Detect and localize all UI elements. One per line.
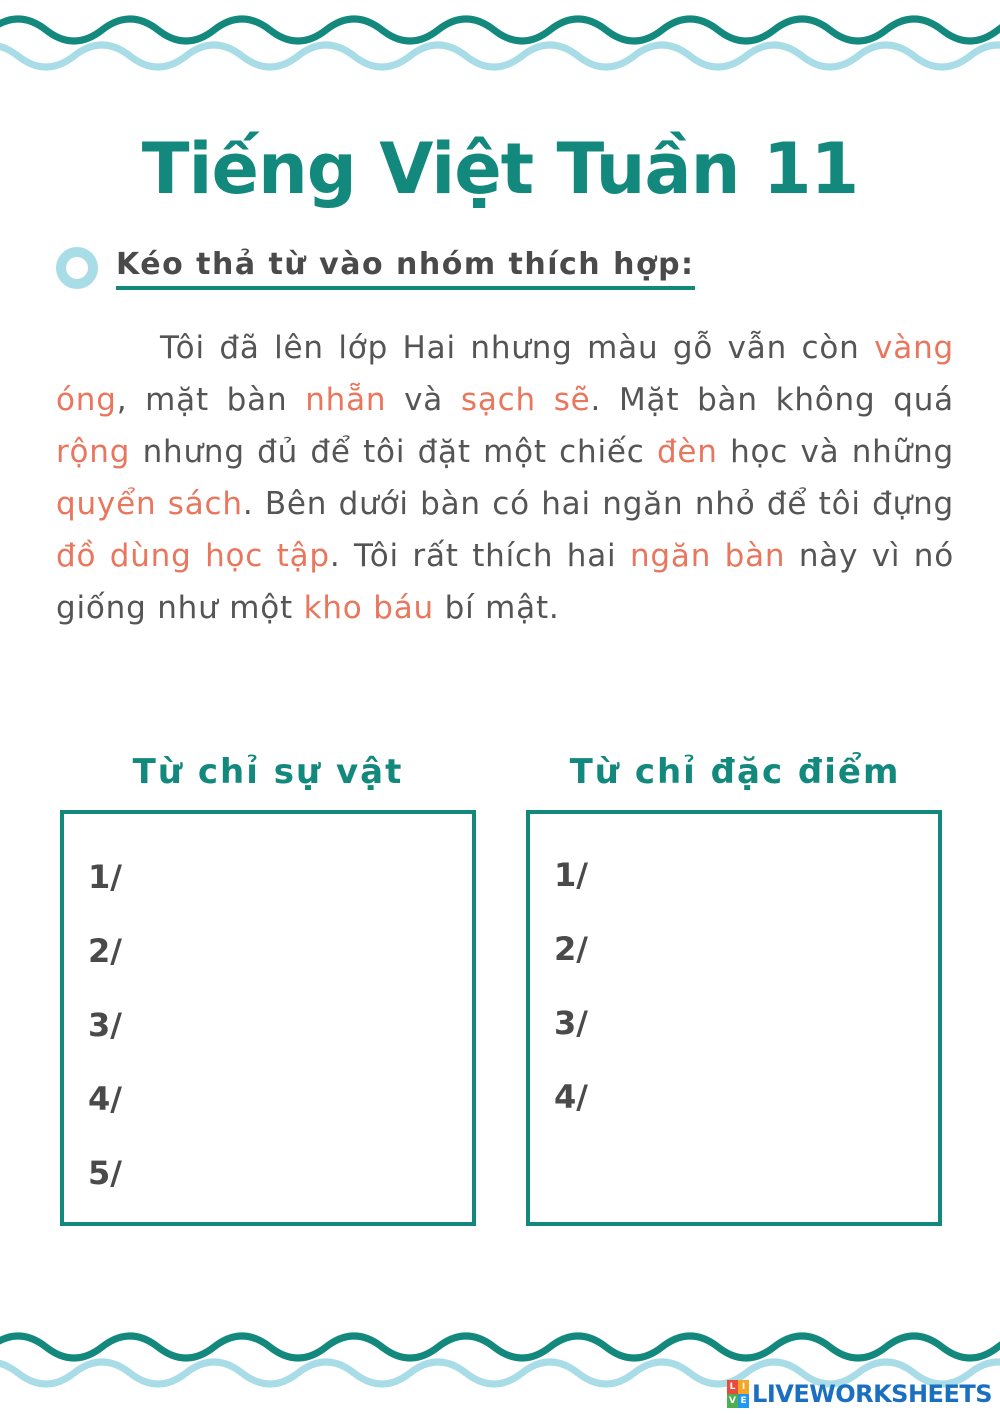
liveworksheets-logo-icon: L I V E	[727, 1380, 749, 1408]
draggable-word[interactable]: quyển sách	[56, 486, 243, 522]
page-title: Tiếng Việt Tuần 11	[141, 128, 859, 210]
passage-text: nhưng đủ để tôi đặt một chiếc	[130, 434, 657, 470]
drop-zone-traits[interactable]	[526, 810, 942, 1226]
passage-text: học và những	[717, 434, 955, 470]
slot-label-traits: 2/	[554, 930, 588, 968]
wave-line-light	[0, 45, 1000, 67]
slot-label-things: 3/	[88, 1006, 122, 1044]
slot-label-things: 1/	[88, 858, 122, 896]
passage-text: , mặt bàn	[116, 382, 306, 418]
draggable-word[interactable]: đèn	[656, 434, 718, 470]
wave-line-dark	[0, 1336, 1000, 1358]
brand-name: LIVEWORKSHEETS	[752, 1380, 992, 1408]
group-title-things: Từ chỉ sự vật	[132, 752, 404, 792]
draggable-word[interactable]: rộng	[56, 434, 131, 470]
instruction-heading: Kéo thả từ vào nhóm thích hợp:	[116, 247, 695, 290]
drop-zone-things[interactable]	[60, 810, 476, 1226]
passage-text: . Bên dưới bàn có hai ngăn nhỏ để tôi đựng	[242, 486, 954, 522]
slot-label-traits: 3/	[554, 1004, 588, 1042]
slot-label-things: 5/	[88, 1154, 122, 1192]
draggable-word[interactable]: vàng óng	[56, 330, 954, 418]
bullet-ring-icon	[55, 246, 99, 290]
wave-line-dark	[0, 19, 1000, 41]
draggable-word[interactable]: đồ dùng học tập	[56, 538, 330, 574]
top-wave-border	[0, 8, 1000, 88]
passage-text: Tôi đã lên lớp Hai nhưng màu gỗ vẫn còn	[160, 330, 875, 366]
passage-text: . Mặt bàn không quá	[590, 382, 954, 418]
draggable-word[interactable]: sạch sẽ	[460, 382, 591, 418]
slot-label-traits: 4/	[554, 1078, 588, 1116]
passage-text: bí mật.	[433, 590, 560, 626]
draggable-word[interactable]: kho báu	[303, 590, 434, 626]
reading-passage	[56, 322, 954, 634]
passage-text: và	[386, 382, 461, 418]
liveworksheets-brand[interactable]	[727, 1378, 992, 1410]
passage-text: . Tôi rất thích hai	[329, 538, 630, 574]
draggable-word[interactable]: nhẵn	[305, 382, 387, 418]
slot-label-things: 4/	[88, 1080, 122, 1118]
passage-text: này vì nó giống như một	[56, 538, 955, 626]
slot-label-traits: 1/	[554, 856, 588, 894]
slot-label-things: 2/	[88, 932, 122, 970]
draggable-word[interactable]: ngăn bàn	[629, 538, 786, 574]
group-title-traits: Từ chỉ đặc điểm	[569, 752, 901, 792]
